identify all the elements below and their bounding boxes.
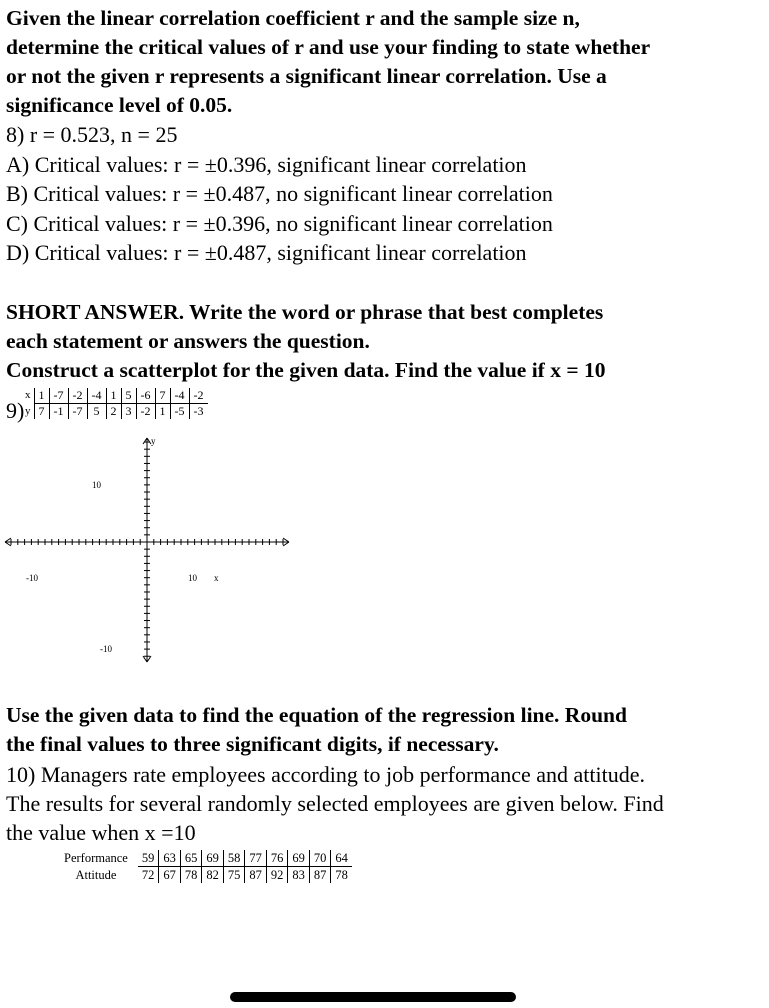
option-c[interactable]: C) Critical values: r = ±0.396, no significant linear correlation bbox=[6, 211, 553, 236]
question-10-text: The results for several randomly selected employees are given below. Find bbox=[6, 791, 664, 816]
question-9-instructions: Construct a scatterplot for the given data. Find the value if x = 10 bbox=[6, 358, 606, 382]
question-10-text: the value when x =10 bbox=[6, 820, 196, 845]
y-tick-label-top: 10 bbox=[92, 480, 101, 490]
x-tick-label-left: -10 bbox=[26, 573, 38, 583]
instructions-line: or not the given r represents a significant linear correlation. Use a bbox=[6, 64, 607, 88]
x-arrow bbox=[283, 542, 289, 546]
x-arrow bbox=[5, 542, 11, 546]
option-b[interactable]: B) Critical values: r = ±0.487, no significant linear correlation bbox=[6, 181, 553, 206]
question-9-number: 9) bbox=[6, 398, 25, 423]
y-axis-label: y bbox=[151, 436, 156, 446]
y-tick-label-bottom: -10 bbox=[100, 644, 112, 654]
instructions-line: significance level of 0.05. bbox=[6, 93, 233, 117]
instructions-line: determine the critical values of r and use your finding to state whether bbox=[6, 35, 651, 59]
question-8-stem: 8) r = 0.523, n = 25 bbox=[6, 122, 178, 147]
performance-row: Performance 59 63 65 69 58 77 76 69 70 64 bbox=[60, 850, 352, 867]
blank-coordinate-grid bbox=[0, 430, 300, 670]
option-a[interactable]: A) Critical values: r = ±0.396, significant linear correlation bbox=[6, 152, 527, 177]
short-answer-heading: SHORT ANSWER. Write the word or phrase that best completes bbox=[6, 300, 604, 324]
y-arrow bbox=[147, 656, 151, 662]
y-arrow bbox=[143, 438, 147, 444]
y-row: y 7 -1 -7 5 2 3 -2 1 -5 -3 bbox=[22, 404, 208, 420]
xy-data-table bbox=[22, 388, 208, 419]
home-indicator[interactable] bbox=[230, 992, 516, 1002]
instructions-line: Given the linear correlation coefficient r and the sample size n, bbox=[6, 6, 580, 30]
x-axis-label: x bbox=[214, 573, 219, 583]
x-row: x 1 -7 -2 -4 1 5 -6 7 -4 -2 bbox=[22, 388, 208, 404]
x-arrow bbox=[283, 538, 289, 542]
question-10-instructions: Use the given data to find the equation of the regression line. Round bbox=[6, 703, 627, 727]
option-d[interactable]: D) Critical values: r = ±0.487, significant linear correlation bbox=[6, 240, 527, 265]
x-arrow bbox=[5, 538, 11, 542]
performance-attitude-table bbox=[60, 850, 352, 883]
question-10-text: 10) Managers rate employees according to job performance and attitude. bbox=[6, 762, 645, 787]
attitude-row: Attitude 72 67 78 82 75 87 92 83 87 78 bbox=[60, 867, 352, 884]
y-arrow bbox=[143, 656, 147, 662]
x-tick-label-right: 10 bbox=[188, 573, 197, 583]
question-10-instructions: the final values to three significant digits, if necessary. bbox=[6, 732, 499, 756]
short-answer-heading: each statement or answers the question. bbox=[6, 329, 370, 353]
